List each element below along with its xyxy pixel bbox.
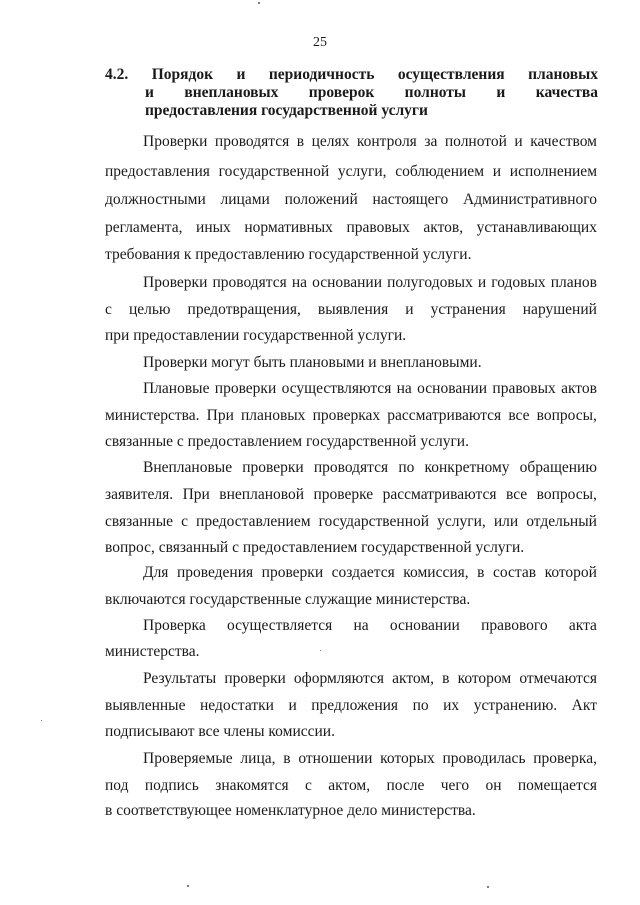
word: и <box>145 84 154 101</box>
word: знакомятся <box>215 777 289 794</box>
word: правовых <box>492 380 556 397</box>
word: в <box>296 133 305 150</box>
word: осуществления <box>397 66 505 83</box>
word: проверки <box>214 380 277 397</box>
paragraph-4-line-3: связанные с предоставлением государственной услуги. <box>105 433 469 450</box>
heading-number: 4.2. <box>105 66 129 83</box>
word: проверок <box>308 84 375 101</box>
word: годовых <box>491 274 546 291</box>
heading-line-3: предоставления государственной услуги <box>145 102 428 119</box>
word: выявленные <box>105 697 186 714</box>
word: после <box>386 777 425 794</box>
word: в <box>442 670 450 687</box>
word: проверки <box>261 564 324 581</box>
word: периодичность <box>268 66 375 83</box>
word: нарушений <box>522 301 597 318</box>
word: Проверки <box>143 133 208 150</box>
word: качества <box>535 84 598 101</box>
word: государственной <box>218 163 330 180</box>
word: все <box>505 486 528 503</box>
word: оформляются <box>293 670 384 687</box>
heading-line-1 <box>105 66 598 84</box>
word: При <box>206 407 234 424</box>
paragraph-8-line-2 <box>105 696 597 716</box>
word: создается <box>331 564 395 581</box>
word: отмечаются <box>519 670 597 687</box>
word: При <box>182 486 210 503</box>
word: актов <box>561 380 597 397</box>
word: Административного <box>463 191 597 208</box>
word: проверке <box>313 486 374 503</box>
word: проводятся <box>313 459 389 476</box>
word: и <box>288 697 297 714</box>
scan-speck <box>487 886 489 888</box>
word: Акт <box>571 697 597 714</box>
word: связанные <box>105 513 174 530</box>
scan-speck <box>187 885 189 887</box>
word: выявления <box>317 301 389 318</box>
word: Результаты <box>143 670 217 687</box>
word: под <box>105 777 129 794</box>
word: отношении <box>298 750 373 767</box>
word: на <box>353 617 369 634</box>
word: вопросы, <box>536 407 597 424</box>
paragraph-5-line-2 <box>105 485 597 505</box>
word: и <box>514 133 523 150</box>
paragraph-7-line-2: министерства. <box>105 643 200 660</box>
word: услуги, <box>437 513 486 530</box>
word: министерства. <box>105 407 200 424</box>
word: в <box>283 750 291 767</box>
word: настоящего <box>372 191 449 208</box>
word: предотвращения, <box>187 301 301 318</box>
word: комиссия, <box>403 564 469 581</box>
word: на <box>291 274 308 291</box>
word: и <box>405 301 414 318</box>
word: рассматриваются <box>382 486 497 503</box>
scan-speck <box>41 720 42 721</box>
heading-line-2 <box>105 84 598 102</box>
word: предложения <box>311 697 399 714</box>
word: правового <box>481 617 548 634</box>
word: устанавливающих <box>476 219 597 236</box>
word: положений <box>284 191 358 208</box>
word: Внеплановые <box>143 459 233 476</box>
word: актом, <box>392 670 435 687</box>
word: Для <box>143 564 169 581</box>
word: на <box>396 380 412 397</box>
word: в <box>477 564 485 581</box>
word: за <box>424 133 438 150</box>
paragraph-5-line-4: вопрос, связанный с предоставлением государственной услуги. <box>105 539 525 556</box>
paragraph-9-line-1 <box>143 749 597 769</box>
paragraph-2-line-1 <box>143 273 597 293</box>
word: полнотой <box>444 133 507 150</box>
paragraph-1-line-2 <box>105 162 597 182</box>
paragraph-4-line-1 <box>143 379 597 399</box>
word: полугодовых <box>387 274 473 291</box>
paragraph-9-line-2 <box>105 776 597 796</box>
word: Проверки <box>143 274 208 291</box>
word: регламента, <box>105 219 183 236</box>
word: проведения <box>176 564 254 581</box>
word: Проверяемые <box>143 750 233 767</box>
word: Плановые <box>143 380 210 397</box>
word: правовых <box>346 219 410 236</box>
word: целях <box>311 133 350 150</box>
word: и <box>477 274 487 291</box>
word: подпись <box>144 777 199 794</box>
word: чего <box>440 777 470 794</box>
word: актов, <box>423 219 464 236</box>
scan-speck <box>320 650 321 651</box>
word: состав <box>493 564 537 581</box>
page-number: 25 <box>313 35 327 50</box>
word: нормативных <box>244 219 333 236</box>
word: осуществляется <box>226 617 333 634</box>
paragraph-9-line-3: в соответствующее номенклатурное дело министерства. <box>105 802 476 819</box>
word: заявителя. <box>105 486 174 503</box>
word: лица, <box>240 750 276 767</box>
word: все <box>508 407 530 424</box>
word: государственной <box>318 513 430 530</box>
word: лицами <box>220 191 270 208</box>
paragraph-8-line-3: подписывают все члены комиссии. <box>105 723 335 740</box>
paragraph-2-line-3: при предоставлении государственной услуги. <box>105 327 407 344</box>
word: основании <box>389 617 460 634</box>
word: он <box>485 777 502 794</box>
word: планов <box>550 274 597 291</box>
word: качеством <box>530 133 597 150</box>
word: предоставлением <box>196 513 311 530</box>
word: акта <box>568 617 597 634</box>
word: проверки <box>242 459 304 476</box>
word: внеплановых <box>184 84 279 101</box>
word: устранения <box>430 301 506 318</box>
paragraph-1-line-3 <box>105 190 597 210</box>
word: с <box>105 301 112 318</box>
word: должностными <box>105 191 206 208</box>
word: проверка, <box>533 750 597 767</box>
word: иных <box>196 219 231 236</box>
word: или <box>493 513 519 530</box>
paragraph-5-line-3 <box>105 512 597 532</box>
paragraph-7-line-1 <box>143 616 597 636</box>
paragraph-1-line-5: требования к предоставлению государственной услуги. <box>105 246 472 263</box>
word: их <box>443 697 460 714</box>
word: котором <box>457 670 512 687</box>
paragraph-3-line-1: Проверки могут быть плановыми и внеплановыми. <box>143 354 482 371</box>
word: осуществляются <box>281 380 392 397</box>
word: с <box>181 513 188 530</box>
word: услуги, <box>337 163 387 180</box>
word: рассматриваются <box>387 407 502 424</box>
word: по <box>398 459 415 476</box>
word: и <box>492 163 502 180</box>
paragraph-5-line-1 <box>143 458 597 478</box>
paragraph-8-line-1 <box>143 669 597 689</box>
word: конкретному <box>424 459 510 476</box>
word: исполнением <box>509 163 597 180</box>
word: недостатки <box>200 697 274 714</box>
word: обращению <box>519 459 597 476</box>
word: с <box>304 777 312 794</box>
word: плановых <box>241 407 306 424</box>
word: и <box>236 66 246 83</box>
word: основании <box>417 380 488 397</box>
paragraph-1-line-4 <box>105 218 597 238</box>
paragraph-2-line-2 <box>105 300 597 320</box>
word: вопросы, <box>536 486 597 503</box>
word: основании <box>312 274 383 291</box>
word: которой <box>544 564 597 581</box>
word: проводятся <box>212 274 287 291</box>
word: проводятся <box>214 133 290 150</box>
paragraph-4-line-2 <box>105 406 597 426</box>
scan-speck <box>258 2 260 4</box>
word: проверках <box>312 407 381 424</box>
word: полноты <box>404 84 467 101</box>
word: проверки <box>224 670 286 687</box>
word: помещается <box>517 777 597 794</box>
word: внеплановой <box>219 486 305 503</box>
section-heading <box>105 66 598 120</box>
word: проводилась <box>442 750 526 767</box>
word: которых <box>380 750 435 767</box>
word: по <box>412 697 429 714</box>
paragraph-1-line-1 <box>143 132 597 152</box>
paragraph-6-line-2: включаются государственные служащие министерства. <box>105 591 471 608</box>
word: Проверка <box>143 617 206 634</box>
word: Порядок <box>151 66 214 83</box>
word: соблюдением <box>395 163 484 180</box>
word: контроля <box>356 133 417 150</box>
word: отдельный <box>526 513 597 530</box>
word: плановых <box>528 66 598 83</box>
paragraph-6-line-1 <box>143 563 597 583</box>
word: актом, <box>328 777 371 794</box>
word: и <box>496 84 506 101</box>
word: предоставления <box>105 163 210 180</box>
word: целью <box>128 301 171 318</box>
word: устранению. <box>473 697 558 714</box>
